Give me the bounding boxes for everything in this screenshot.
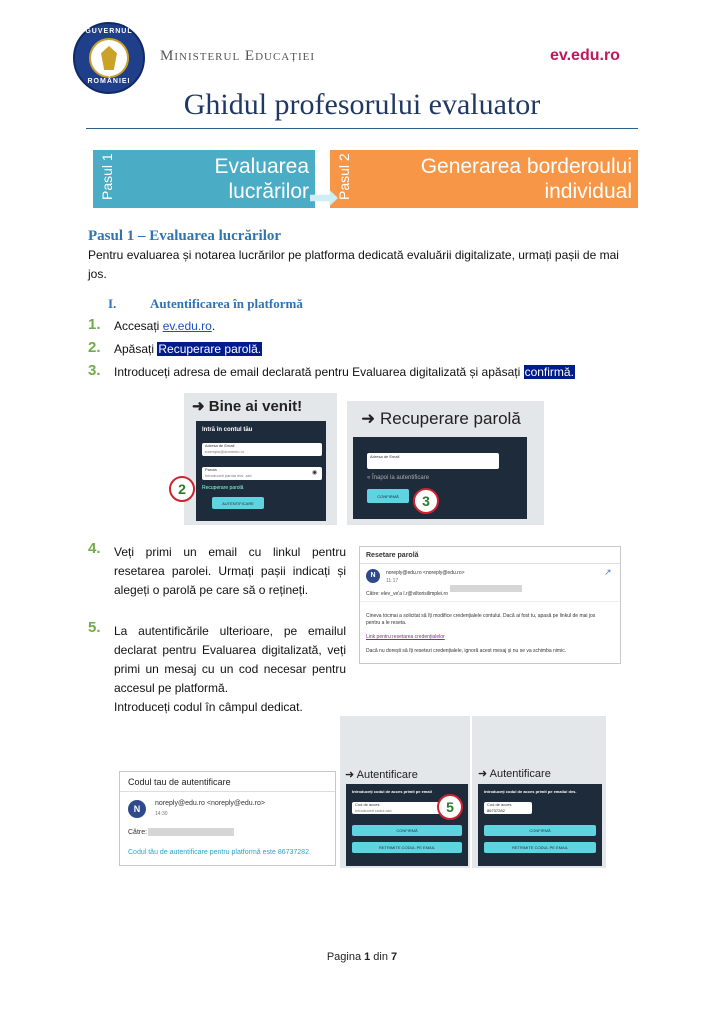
- item-5-line-2: declarat pentru Evaluarea digitalizată, veți: [114, 643, 346, 657]
- code-avatar: N: [128, 800, 146, 818]
- item-5-text: [114, 622, 346, 717]
- login-email-value: exemplu@domeniu.ro: [205, 449, 245, 454]
- list-item: [88, 316, 648, 337]
- auth1-resend-button[interactable]: [352, 842, 462, 853]
- reset-to: Către: elev_ve'a l.r@viltorisilimplei.ro: [366, 591, 448, 597]
- ev-edu-link[interactable]: ev.edu.ro: [162, 319, 212, 333]
- reset-body-3: Dacă nu dorești să îți resetezi credențialele, ignoră acest mesaj și nu se va schimba nimic.: [366, 648, 567, 654]
- reset-link[interactable]: Link pentru resetarea credențialelor: [366, 634, 445, 640]
- item-5-line-5: Introduceți codul în câmpul dedicat.: [114, 700, 303, 714]
- reset-from: noreply@edu.ro <noreply@edu.ro>: [386, 570, 465, 576]
- subsection-number: I.: [108, 296, 117, 311]
- recover-password-highlight: Recuperare parolă.: [158, 342, 262, 356]
- code-text: Codul tău de autentificare pentru platformă este 86737282: [128, 849, 309, 856]
- page-title: Ghidul profesorului evaluator: [183, 88, 541, 121]
- step-1-number: Pasul 1: [99, 153, 115, 200]
- redacted-bar: [450, 585, 522, 592]
- reset-body-1: Cineva tocmai a solicitat să îți modifice credențialele contului. Dacă ai fost tu, apasă pe linkul de mai jos: [366, 613, 596, 619]
- recover-arrow-icon: ➜: [361, 409, 376, 428]
- reset-email-title: Resetare parolă: [366, 552, 419, 559]
- reset-avatar: N: [366, 569, 380, 583]
- auth2-code-label: Cod de acces: [487, 802, 512, 807]
- login-email-label: Adresa de Email: [205, 443, 235, 448]
- login-screenshot: [184, 393, 337, 525]
- item-2-number: 2.: [88, 339, 101, 356]
- auth1-confirm-button[interactable]: [352, 825, 462, 836]
- forgot-password-link[interactable]: Recuperare parolă: [202, 485, 244, 491]
- confirm-highlight: confirmă.: [524, 365, 574, 379]
- confirm-button[interactable]: [367, 489, 409, 503]
- login-button[interactable]: [212, 497, 264, 509]
- item-3-number: 3.: [88, 362, 101, 379]
- item-2-text: Apăsați: [114, 342, 158, 356]
- list-item: [88, 362, 648, 383]
- redacted-bar: [148, 828, 234, 836]
- eagle-emblem: [89, 38, 129, 78]
- recover-title: Recuperare parolă: [379, 409, 521, 428]
- code-email-screenshot: [119, 771, 336, 866]
- auth1-code-label: Cod de acces: [355, 802, 380, 807]
- page-number: 1: [364, 951, 371, 963]
- auth2-confirm-button[interactable]: [484, 825, 596, 836]
- step-2-label-line1: Generarea borderoului: [420, 155, 632, 178]
- step-1-label-line1: Evaluarea: [214, 155, 309, 178]
- back-to-login-link[interactable]: « Înapoi la autentificare: [367, 475, 430, 481]
- badge-2: 2: [169, 476, 195, 502]
- item-4-text: [114, 543, 346, 600]
- login-arrow-icon: ➜: [192, 398, 205, 415]
- recover-panel: [353, 437, 527, 519]
- page-footer: [0, 951, 724, 963]
- item-3-text: Introduceți adresa de email declarată pentru Evaluarea digitalizată și apăsați: [114, 365, 524, 379]
- item-5-line-1: La autentificările ulterioare, pe emailul: [114, 624, 346, 638]
- auth2-arrow-icon: ➜: [478, 768, 488, 780]
- item-4-line-1: Veți primi un email cu linkul pentru: [114, 545, 346, 559]
- section-heading: Pasul 1 – Evaluarea lucrărilor: [88, 228, 282, 244]
- login-title: Bine ai venit!: [208, 398, 303, 415]
- item-1-end: .: [211, 319, 216, 333]
- auth2-panel: [478, 784, 602, 866]
- open-external-icon[interactable]: ↗: [604, 567, 612, 577]
- item-4-line-2: resetarea parolei. Urmați pașii indicați și: [114, 564, 346, 578]
- auth1-code-field[interactable]: [352, 802, 450, 814]
- seal-text-bottom: ROMÂNIEI: [87, 78, 131, 85]
- list-item: [88, 339, 648, 360]
- item-1-text: Accesați: [114, 319, 163, 333]
- footer-mid: din: [370, 951, 392, 963]
- seal-text-top: GUVERNUL: [85, 28, 133, 35]
- footer-prefix: Pagina: [326, 951, 365, 963]
- item-5-line-4: accesul pe platformă.: [114, 681, 229, 695]
- login-panel: [196, 421, 326, 521]
- recover-email-label: Adresa de Email: [370, 454, 400, 459]
- login-password-field[interactable]: [202, 467, 322, 480]
- auth2-resend-label: RETRIMITE CODUL PE EMAIL: [511, 845, 569, 850]
- step-2-number: Pasul 2: [336, 153, 352, 200]
- badge-3: 3: [413, 488, 439, 514]
- login-password-label: Parola: [205, 467, 217, 472]
- ministry-name: Ministerul Educației: [160, 48, 316, 64]
- eye-icon[interactable]: ◉: [312, 470, 318, 476]
- login-email-field[interactable]: [202, 443, 322, 456]
- auth1-resend-label: RETRIMITE CODUL PE EMAIL: [378, 845, 436, 850]
- code-email-title: Codul tau de autentificare: [128, 777, 231, 787]
- confirm-button-label: CONFIRMĂ: [377, 494, 399, 499]
- auth2-title: Autentificare: [489, 768, 551, 780]
- step-2-box: [330, 150, 638, 208]
- step-2-label-line2: individual: [544, 180, 632, 203]
- reset-body-2: pentru a le reseta.: [366, 620, 407, 626]
- badge-5: 5: [437, 794, 463, 820]
- auth-screenshot-1: [340, 716, 470, 868]
- auth2-code-value: 86737282: [487, 808, 505, 813]
- code-time: 14:30: [155, 811, 168, 817]
- recover-email-field[interactable]: [367, 453, 499, 469]
- code-from: noreply@edu.ro <noreply@edu.ro>: [155, 800, 265, 807]
- auth2-panel-title: Introduceți codul de acces primit pe emailul dvs.: [484, 789, 577, 794]
- recover-screenshot: [347, 401, 544, 525]
- login-password-value: Introduceți parola dvs. aici: [205, 473, 252, 478]
- auth1-arrow-icon: ➜: [345, 769, 355, 781]
- title-rule: [86, 128, 638, 129]
- step-1-label-line2: lucrărilor: [228, 180, 309, 203]
- auth2-resend-button[interactable]: [484, 842, 596, 853]
- item-4-line-3: alegeți o parolă pe care să o rețineți.: [114, 583, 309, 597]
- item-4-number: 4.: [88, 540, 101, 557]
- subsection-title: [108, 296, 303, 312]
- auth2-code-field[interactable]: [484, 802, 532, 814]
- subsection-text: Autentificarea în platformă: [150, 296, 303, 311]
- item-1-number: 1.: [88, 316, 101, 333]
- login-button-label: AUTENTIFICARE: [222, 501, 254, 506]
- item-5-number: 5.: [88, 619, 101, 636]
- code-to: Către:: [128, 829, 148, 836]
- reset-time: 11:17: [386, 578, 399, 584]
- login-panel-title: Intră în contul tău: [202, 427, 253, 433]
- site-name: ev.edu.ro: [550, 47, 620, 64]
- auth1-panel-title: Introduceți codul de acces primit pe email: [352, 789, 432, 794]
- auth2-confirm-label: CONFIRMĂ: [529, 828, 551, 833]
- auth1-title: Autentificare: [356, 769, 418, 781]
- intro-line-2: jos.: [88, 267, 107, 281]
- government-seal: [73, 22, 145, 94]
- auth1-code-value: Introduceți codul aici: [355, 808, 392, 813]
- auth-screenshot-2: [472, 716, 606, 868]
- reset-email-screenshot: [359, 546, 621, 664]
- item-5-line-3: primi un mesaj cu un cod necesar pentru: [114, 662, 346, 676]
- page-total: 7: [391, 951, 398, 963]
- auth1-confirm-label: CONFIRMĂ: [396, 828, 418, 833]
- section-intro: [88, 246, 648, 284]
- step-1-box: [93, 150, 315, 208]
- intro-line-1: Pentru evaluarea și notarea lucrărilor pe platforma dedicată evaluării digitalizate, urmați pașii de mai: [88, 248, 619, 262]
